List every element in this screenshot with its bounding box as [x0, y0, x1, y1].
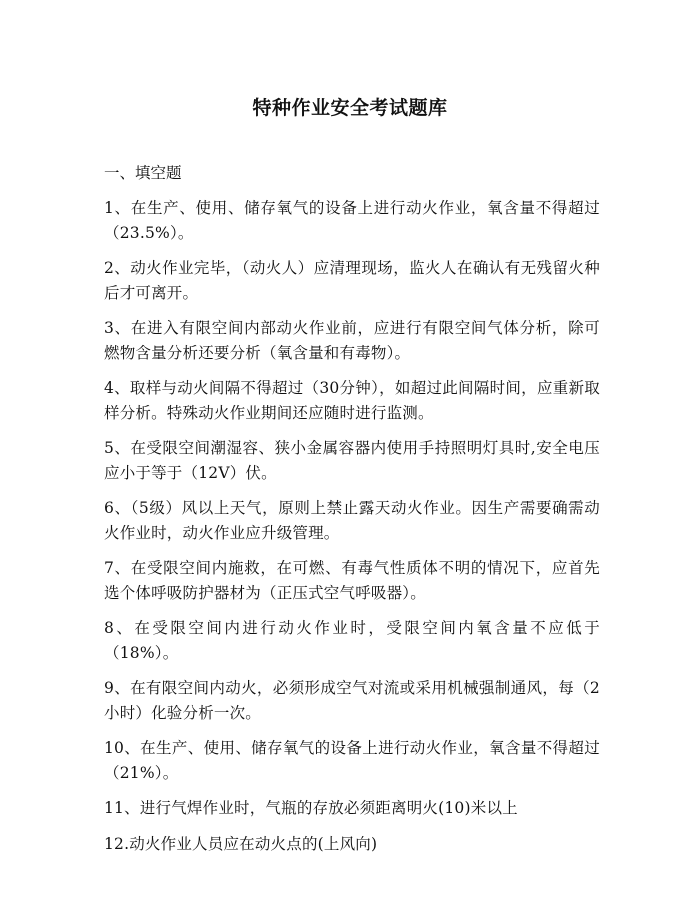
question-1: 1、在生产、使用、储存氧气的设备上进行动火作业，氧含量不得超过（23.5%）。 — [104, 199, 600, 242]
document-body — [104, 161, 600, 867]
question-7: 7、在受限空间内施救，在可燃、有毒气性质体不明的情况下，应首先选个体呼吸防护器材为（正压式空气呼吸器）。 — [104, 559, 600, 602]
question-12: 12.动火作业人员应在动火点的(上风向) — [104, 834, 378, 853]
question-11: 11、进行气焊作业时，气瓶的存放必须距离明火(10)米以上 — [104, 799, 518, 817]
question-4: 4、取样与动火间隔不得超过（30分钟），如超过此间隔时间，应重新取样分析。特殊动火作业期间还应随时进行监测。 — [104, 379, 600, 422]
question-9: 9、在有限空间内动火，必须形成空气对流或采用机械强制通风，每（2小时）化验分析一次。 — [104, 679, 600, 722]
question-5: 5、在受限空间潮湿容、狭小金属容器内使用手持照明灯具时,安全电压应小于等于（12V）伏。 — [104, 439, 600, 482]
section-heading: 一、填空题 — [104, 164, 182, 182]
question-3: 3、在进入有限空间内部动火作业前，应进行有限空间气体分析，除可燃物含量分析还要分析（氧含量和有毒物）。 — [104, 319, 600, 362]
document-title: 特种作业安全考试题库 — [252, 97, 448, 119]
question-6: 6、（5级）风以上天气，原则上禁止露天动火作业。因生产需要确需动火作业时，动火作业应升级管理。 — [104, 499, 600, 542]
question-2: 2、动火作业完毕，（动火人）应清理现场，监火人在确认有无残留火种后才可离开。 — [104, 259, 600, 302]
question-8: 8、在受限空间内进行动火作业时，受限空间内氧含量不应低于（18%）。 — [104, 619, 600, 662]
question-10: 10、在生产、使用、储存氧气的设备上进行动火作业，氧含量不得超过（21%）。 — [104, 739, 600, 782]
